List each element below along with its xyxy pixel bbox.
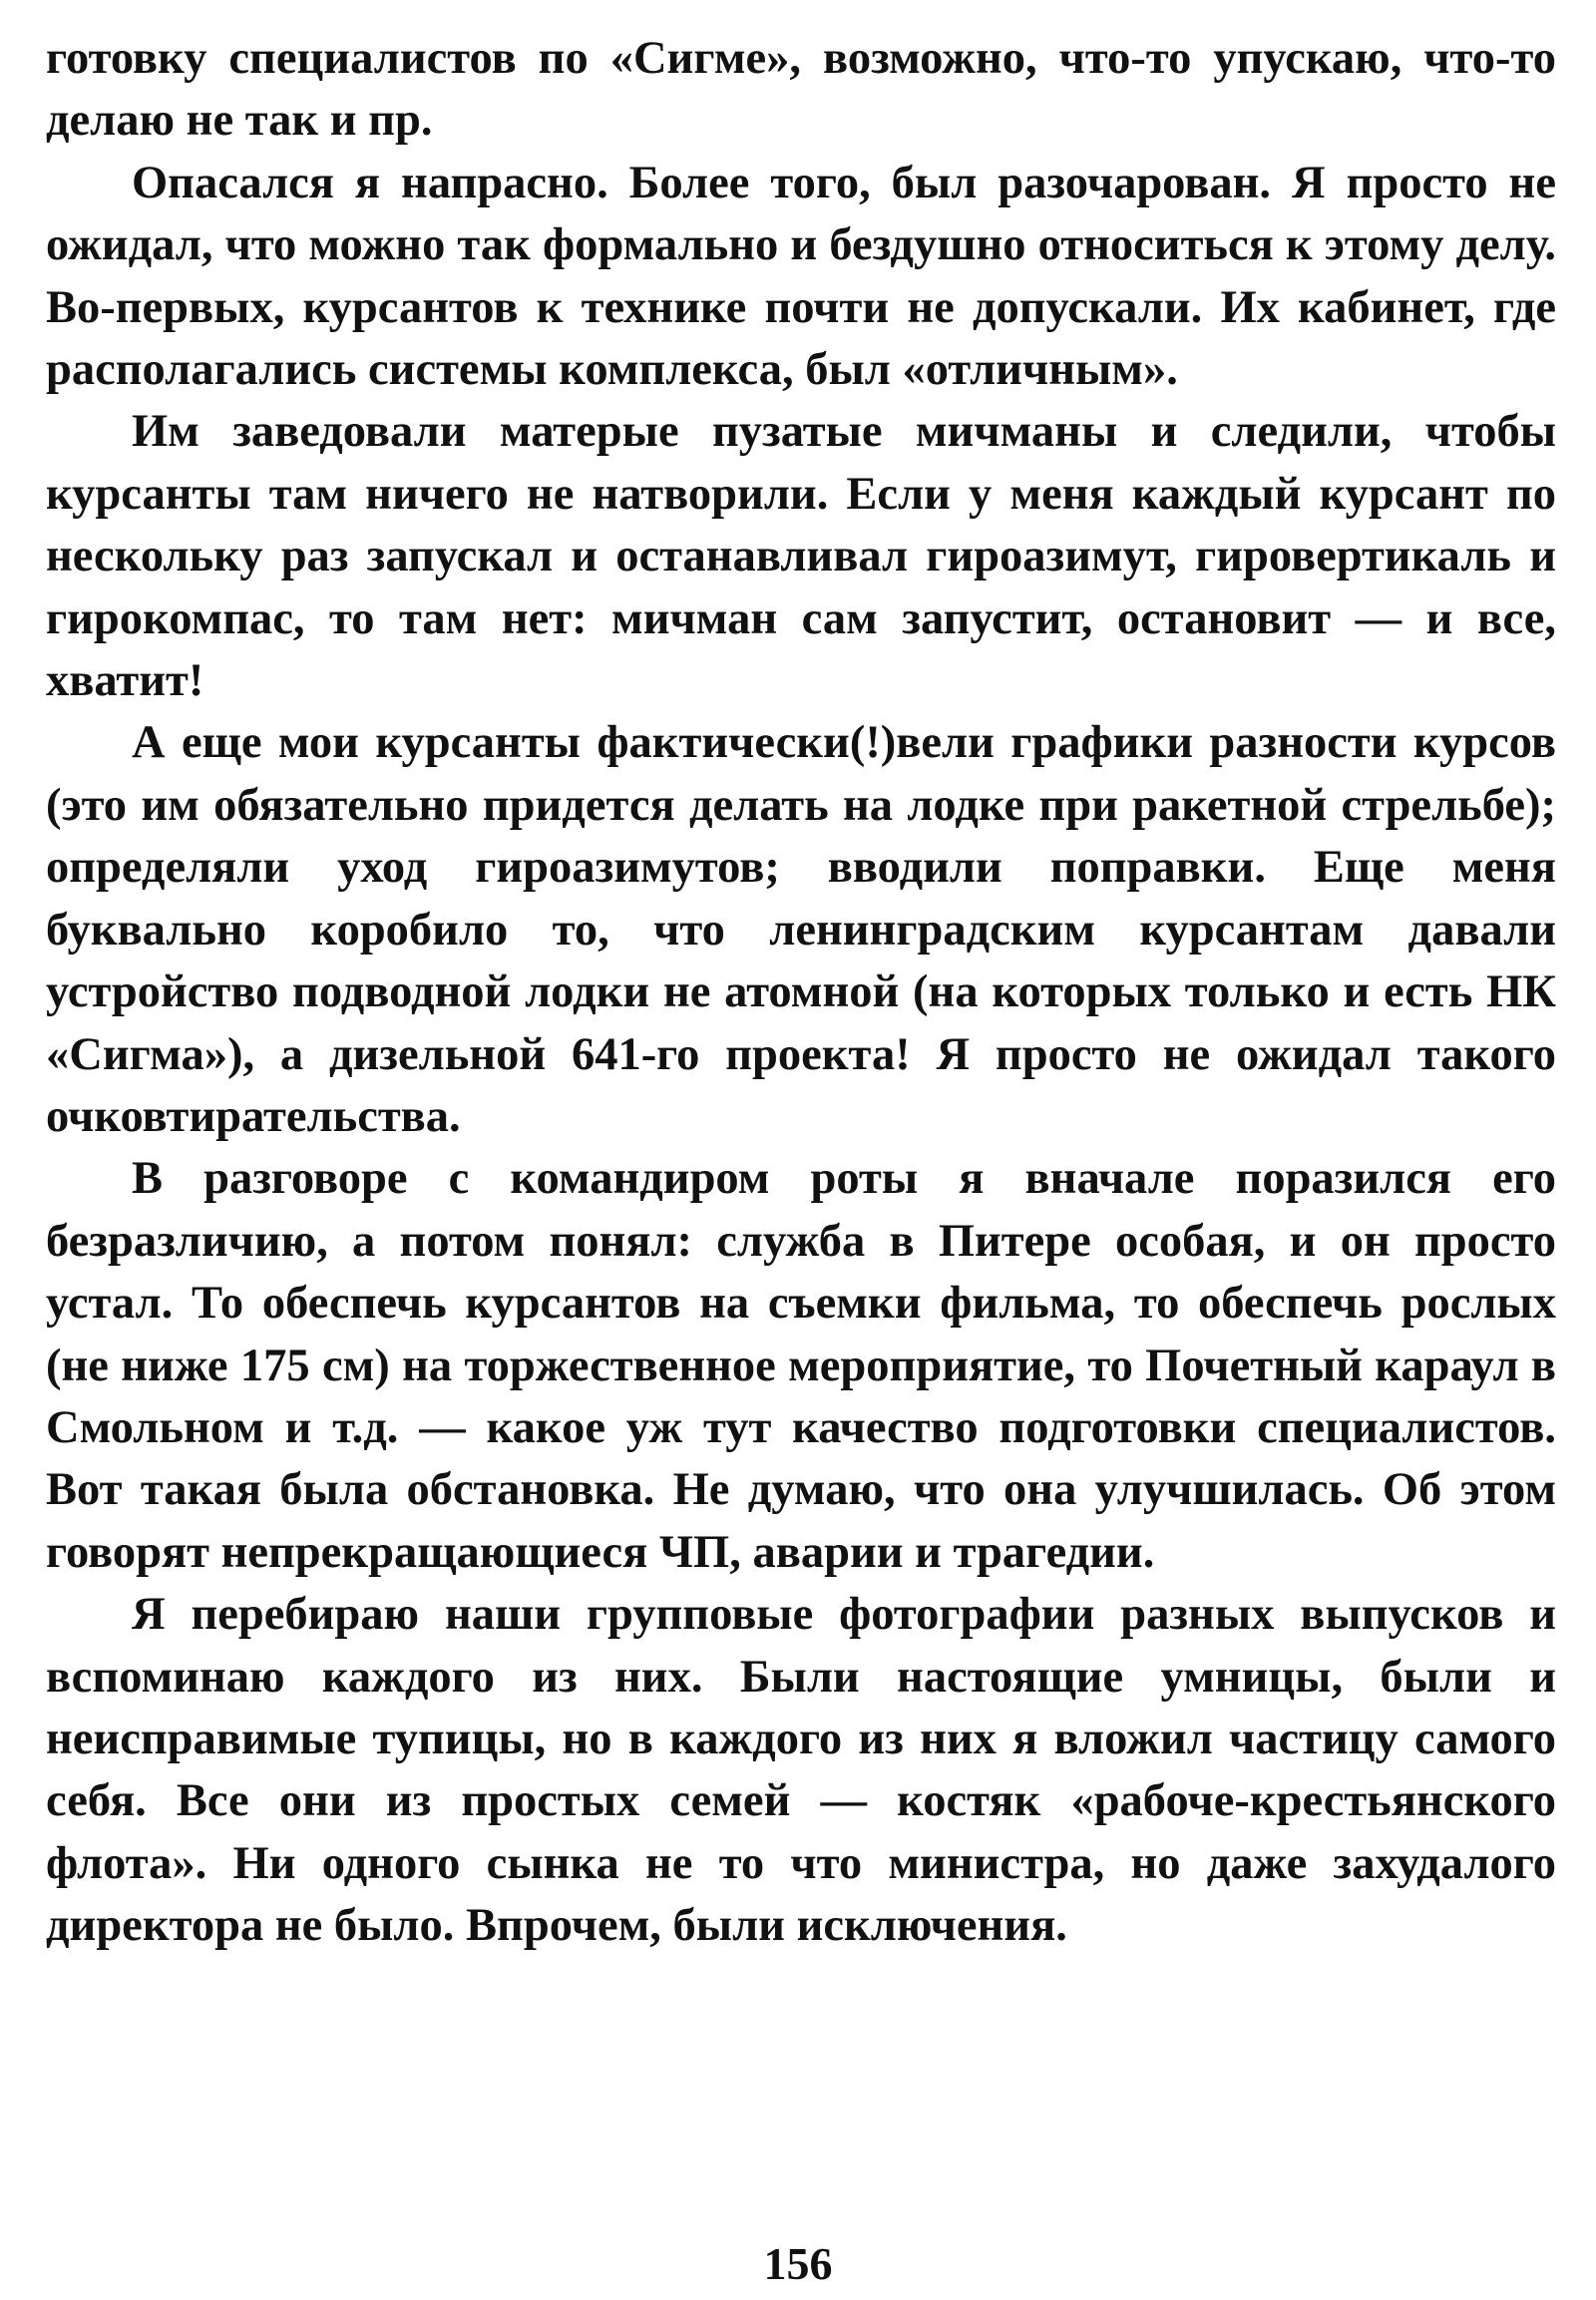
paragraph-5: В разговоре с командиром роты я вначале поразился его безразличию, а потом понял: служба в Питере особая, и он просто устал. То обеспечь курсантов на съемки фильма, то обеспечь рослых (не ниже 175 см) на торжественное мероприятие, то Почетный караул в Смольном и т.д. — какое уж тут качество подготовки специалистов. Вот такая была обстановка. Не думаю, что она улучшилась. Об этом говорят непрекращающиеся ЧП, аварии и трагедии. [46, 1153, 1556, 1578]
paragraph-1: готовку специалистов по «Сигме», возможно, что-то упускаю, что-то делаю не так и пр. [46, 33, 1556, 147]
paragraph-6: Я перебираю наши групповые фотографии разных выпусков и вспоминаю каждого из них. Были настоящие умницы, были и неисправимые тупицы, но в каждого из них я вложил частицу самого себя. Все они из простых семей — костяк «рабоче-крестьянского флота». Ни одного сынка не то что министра, но даже захудалого директора не было. Впрочем, были исключения. [46, 1589, 1556, 1952]
paragraph-4: А еще мои курсанты фактически(!)вели графики разности курсов (это им обязательно придется делать на лодке при ракетной стрельбе); определяли уход гироазимутов; вводили поправки. Еще меня буквально коробило то, что ленинградским курсантам давали устройство подводной лодки не атомной (на которых только и есть НК «Сигма»), а дизельной 641-го проекта! Я просто не ожидал такого очковтирательства. [46, 717, 1556, 1142]
paragraph-2: Опасался я напрасно. Более того, был разочарован. Я просто не ожидал, что можно так формально и бездушно относиться к этому делу. Во-первых, курсантов к технике почти не допускали. Их кабинет, где располагались системы комплекса, был «отличным». [46, 157, 1556, 396]
page-number: 156 [763, 2238, 833, 2289]
paragraph-3: Им заведовали матерые пузатые мичманы и следили, чтобы курсанты там ничего не натворили. Если у меня каждый курсант по нескольку раз запускал и останавливал гироазимут, гировертикаль и гирокомпас, то там нет: мичман сам запустит, остановит — и все, хватит! [46, 406, 1556, 707]
page-body [46, 28, 1556, 1958]
